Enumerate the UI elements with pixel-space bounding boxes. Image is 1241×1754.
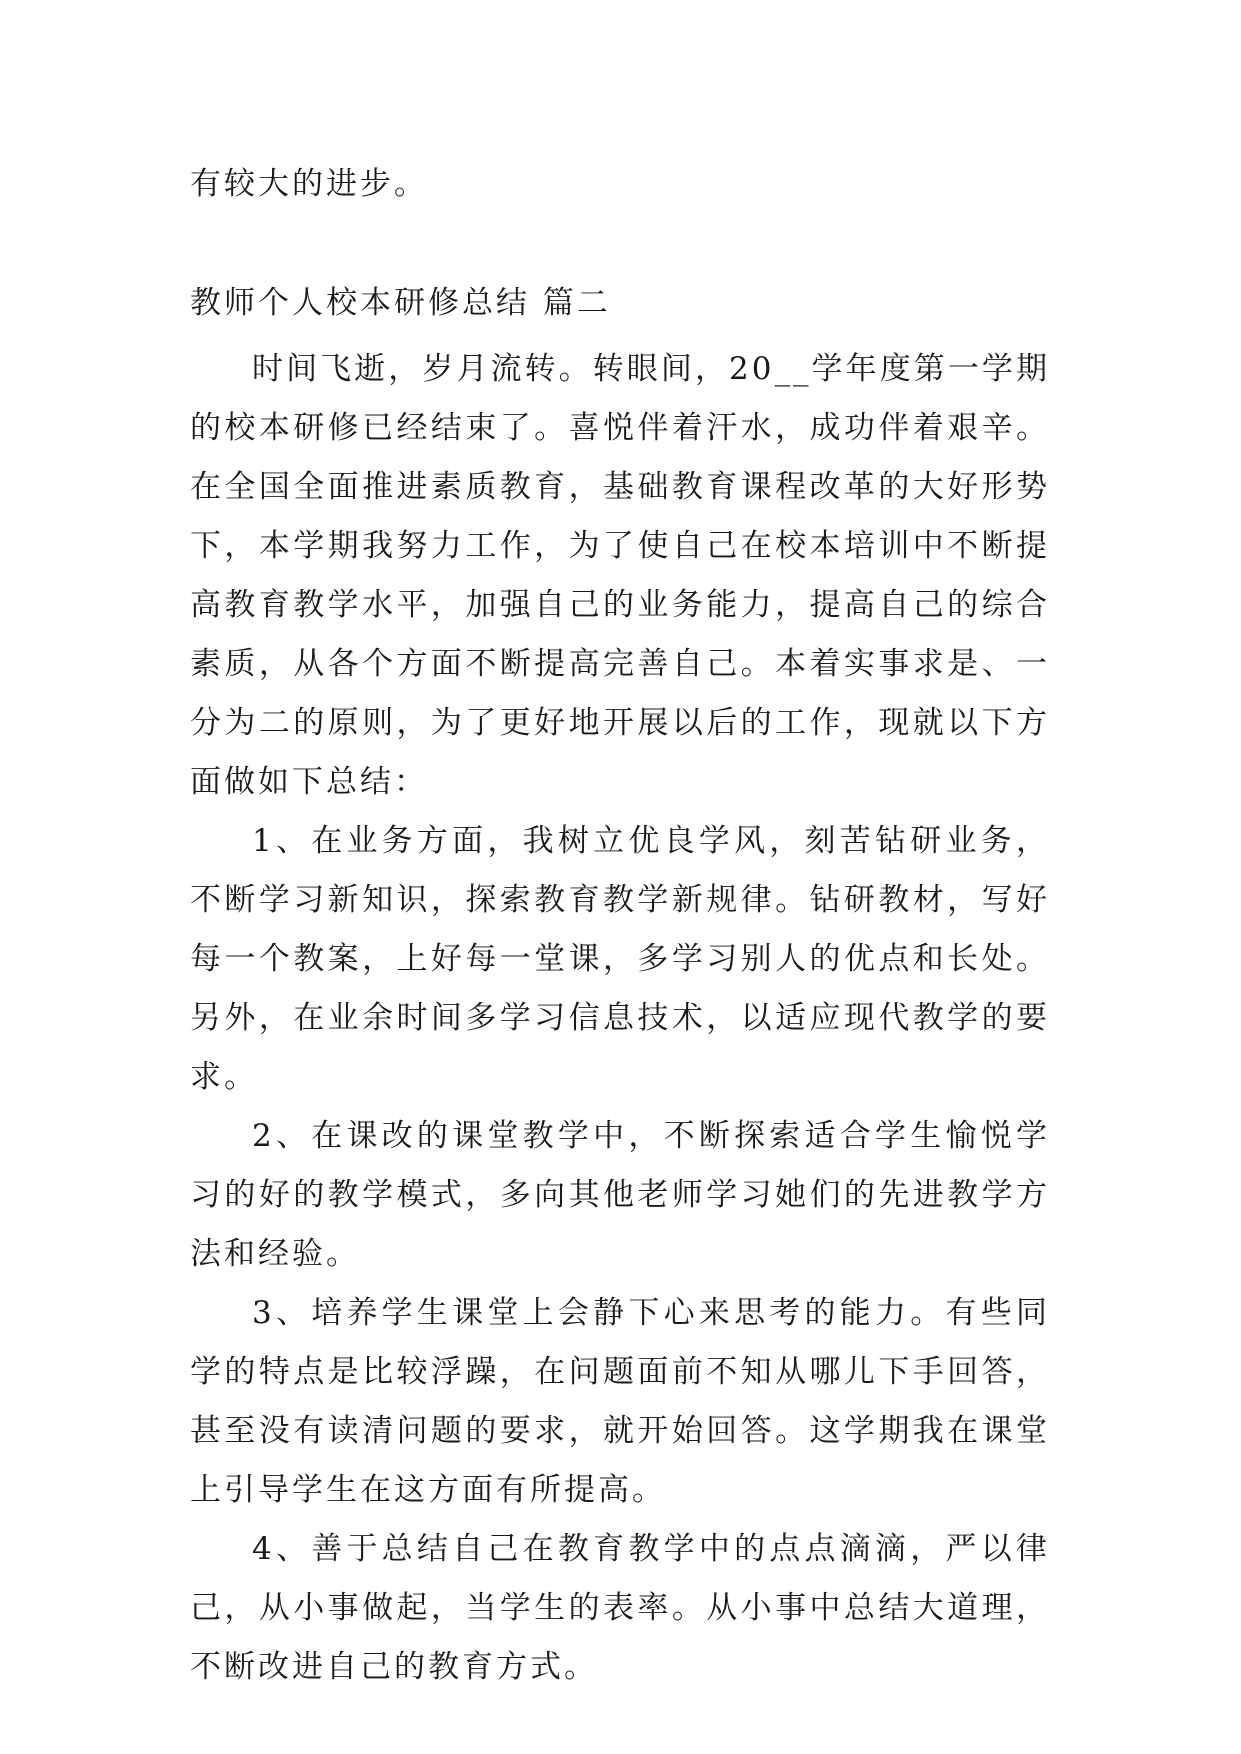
section-title: 教师个人校本研修总结 篇二 <box>190 285 611 321</box>
paragraph-item-1: 1、在业务方面，我树立优良学风，刻苦钻研业务，不断学习新知识，探索教育教学新规律。钻研教材，写好每一个教案，上好每一堂课，多学习别人的优点和长处。另外，在业余时间多学习信息技术，以适应现代教学的要求。 <box>190 823 1050 1095</box>
paragraph-intro: 时间飞逝，岁月流转。转眼间，20__学年度第一学期的校本研修已经结束了。喜悦伴着汗水，成功伴着艰辛。在全国全面推进素质教育，基础教育课程改革的大好形势下，本学期我努力工作，为了使自己在校本培训中不断提高教育教学水平，加强自己的业务能力，提高自己的综合素质，从各个方面不断提高完善自己。本着实事求是、一分为二的原则，为了更好地开展以后的工作，现就以下方面做如下总结： <box>190 351 1050 800</box>
body-text <box>190 340 1050 1697</box>
continuation-text: 有较大的进步。 <box>190 166 428 202</box>
paragraph-item-2: 2、在课改的课堂教学中，不断探索适合学生愉悦学习的好的教学模式，多向其他老师学习她们的先进教学方法和经验。 <box>190 1118 1050 1272</box>
paragraph-item-3: 3、培养学生课堂上会静下心来思考的能力。有些同学的特点是比较浮躁，在问题面前不知从哪儿下手回答，甚至没有读清问题的要求，就开始回答。这学期我在课堂上引导学生在这方面有所提高。 <box>190 1295 1050 1508</box>
paragraph-item-4: 4、善于总结自己在教育教学中的点点滴滴，严以律己，从小事做起，当学生的表率。从小事中总结大道理，不断改进自己的教育方式。 <box>190 1531 1050 1685</box>
